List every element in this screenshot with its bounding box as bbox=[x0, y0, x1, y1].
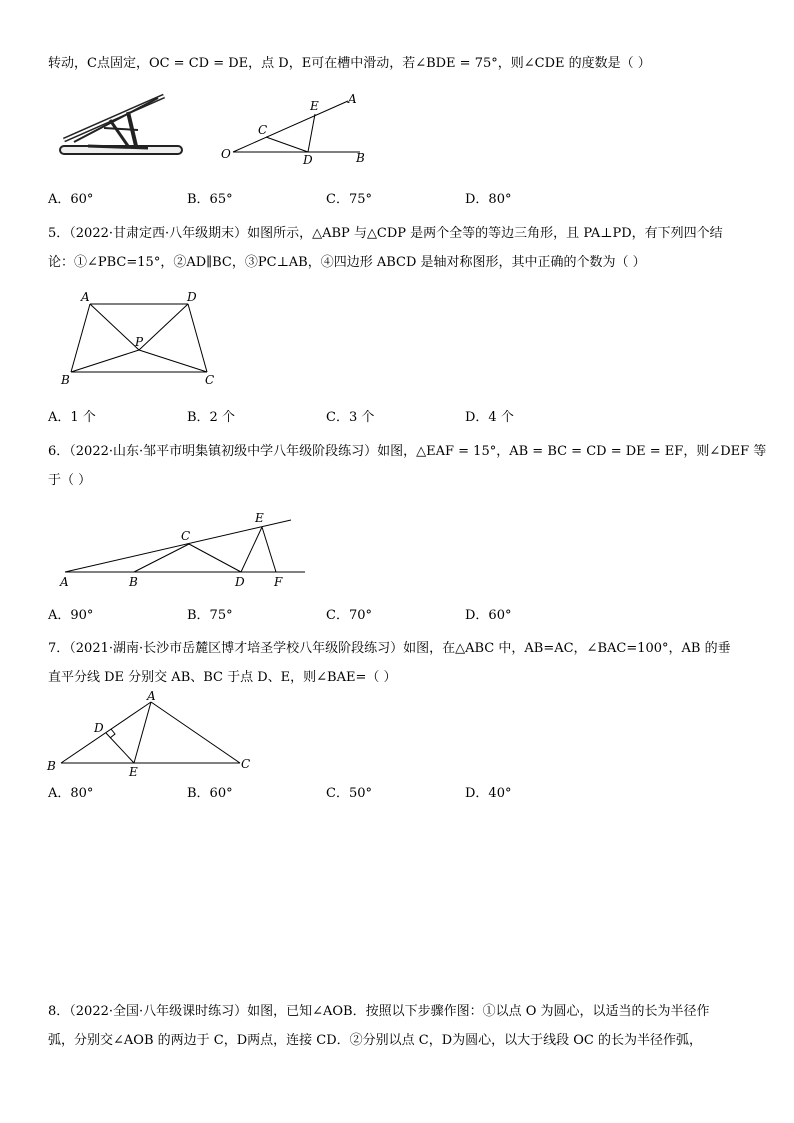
q7-text-line-2: 直平分线 DE 分别交 AB、BC 于点 D、E，则∠BAE=（ ） bbox=[48, 670, 397, 685]
q5-label-C: C bbox=[205, 373, 215, 387]
q4-choice-c[interactable]: C．75° bbox=[326, 192, 372, 207]
q5-label-A: A bbox=[81, 290, 90, 304]
q5-text-line-2: 论：①∠PBC=15°，②AD∥BC，③PC⊥AB，④四边形 ABCD 是轴对称图形，其中正确的个数为（ ） bbox=[48, 255, 646, 270]
q6-label-A: A bbox=[60, 575, 69, 589]
q5-label-D: D bbox=[187, 290, 197, 304]
q7-choice-a[interactable]: A．80° bbox=[48, 786, 94, 801]
q6-text-line-1: 6．（2022·山东·邹平市明集镇初级中学八年级阶段练习）如图，△EAF = 15°，AB = BC = CD = DE = EF，则∠DEF 等 bbox=[48, 444, 767, 459]
q6-label-C: C bbox=[181, 529, 191, 543]
q5-choice-a[interactable]: A．1 个 bbox=[48, 410, 96, 425]
q7-text-line-1: 7．（2021·湖南·长沙市岳麓区博才培圣学校八年级阶段练习）如图，在△ABC 中，AB=AC，∠BAC=100°，AB 的垂 bbox=[48, 641, 731, 656]
q8-text-line-1: 8．（2022·全国·八年级课时练习）如图，已知∠AOB．按照以下步骤作图：①以点 O 为圆心，以适当的长为半径作 bbox=[48, 1004, 710, 1019]
q4-tool-photo bbox=[58, 90, 188, 160]
q4-label-B: B bbox=[356, 151, 365, 165]
q4-diagram bbox=[218, 92, 378, 167]
q4-choice-a[interactable]: A．60° bbox=[48, 192, 94, 207]
q7-diagram bbox=[45, 690, 265, 778]
q4-label-E: E bbox=[310, 99, 319, 113]
q7-choice-c[interactable]: C．50° bbox=[326, 786, 372, 801]
q5-choice-c[interactable]: C．3 个 bbox=[326, 410, 375, 425]
q6-label-F: F bbox=[274, 575, 283, 589]
q4-choice-b[interactable]: B．65° bbox=[187, 192, 233, 207]
q4-label-O: O bbox=[221, 147, 231, 161]
q6-text-line-2: 于（ ） bbox=[48, 473, 92, 488]
q4-choice-d[interactable]: D．80° bbox=[465, 192, 512, 207]
q7-label-D: D bbox=[94, 721, 104, 735]
q7-choice-b[interactable]: B．60° bbox=[187, 786, 233, 801]
q7-label-E: E bbox=[129, 765, 138, 779]
q6-label-D: D bbox=[235, 575, 245, 589]
q8-text-line-2: 弧，分别交∠AOB 的两边于 C，D两点，连接 CD．②分别以点 C，D为圆心，以大于线段 OC 的长为半径作弧， bbox=[48, 1033, 702, 1048]
q7-label-C: C bbox=[241, 757, 251, 771]
q6-label-B: B bbox=[129, 575, 138, 589]
q7-choice-d[interactable]: D．40° bbox=[465, 786, 512, 801]
q7-label-B: B bbox=[47, 759, 56, 773]
q4-text-line: 转动，C点固定，OC = CD = DE，点 D，E可在槽中滑动，若∠BDE = 75°，则∠CDE 的度数是（ ） bbox=[48, 56, 651, 71]
q4-label-D: D bbox=[303, 153, 313, 167]
q5-choice-b[interactable]: B．2 个 bbox=[187, 410, 235, 425]
q6-diagram bbox=[55, 508, 315, 593]
q5-text-line-1: 5．（2022·甘肃定西·八年级期末）如图所示，△ABP 与△CDP 是两个全等的等边三角形，且 PA⊥PD，有下列四个结 bbox=[48, 226, 723, 241]
q5-label-P: P bbox=[135, 335, 144, 349]
q6-choice-b[interactable]: B．75° bbox=[187, 608, 233, 623]
q6-choice-c[interactable]: C．70° bbox=[326, 608, 372, 623]
q6-label-E: E bbox=[255, 511, 264, 525]
q6-choice-a[interactable]: A．90° bbox=[48, 608, 94, 623]
q5-label-B: B bbox=[61, 373, 70, 387]
q4-label-A: A bbox=[348, 92, 357, 106]
q5-choice-d[interactable]: D．4 个 bbox=[465, 410, 514, 425]
q4-label-C: C bbox=[258, 123, 268, 137]
q7-label-A: A bbox=[147, 689, 156, 703]
q5-diagram bbox=[55, 288, 235, 388]
q6-choice-d[interactable]: D．60° bbox=[465, 608, 512, 623]
